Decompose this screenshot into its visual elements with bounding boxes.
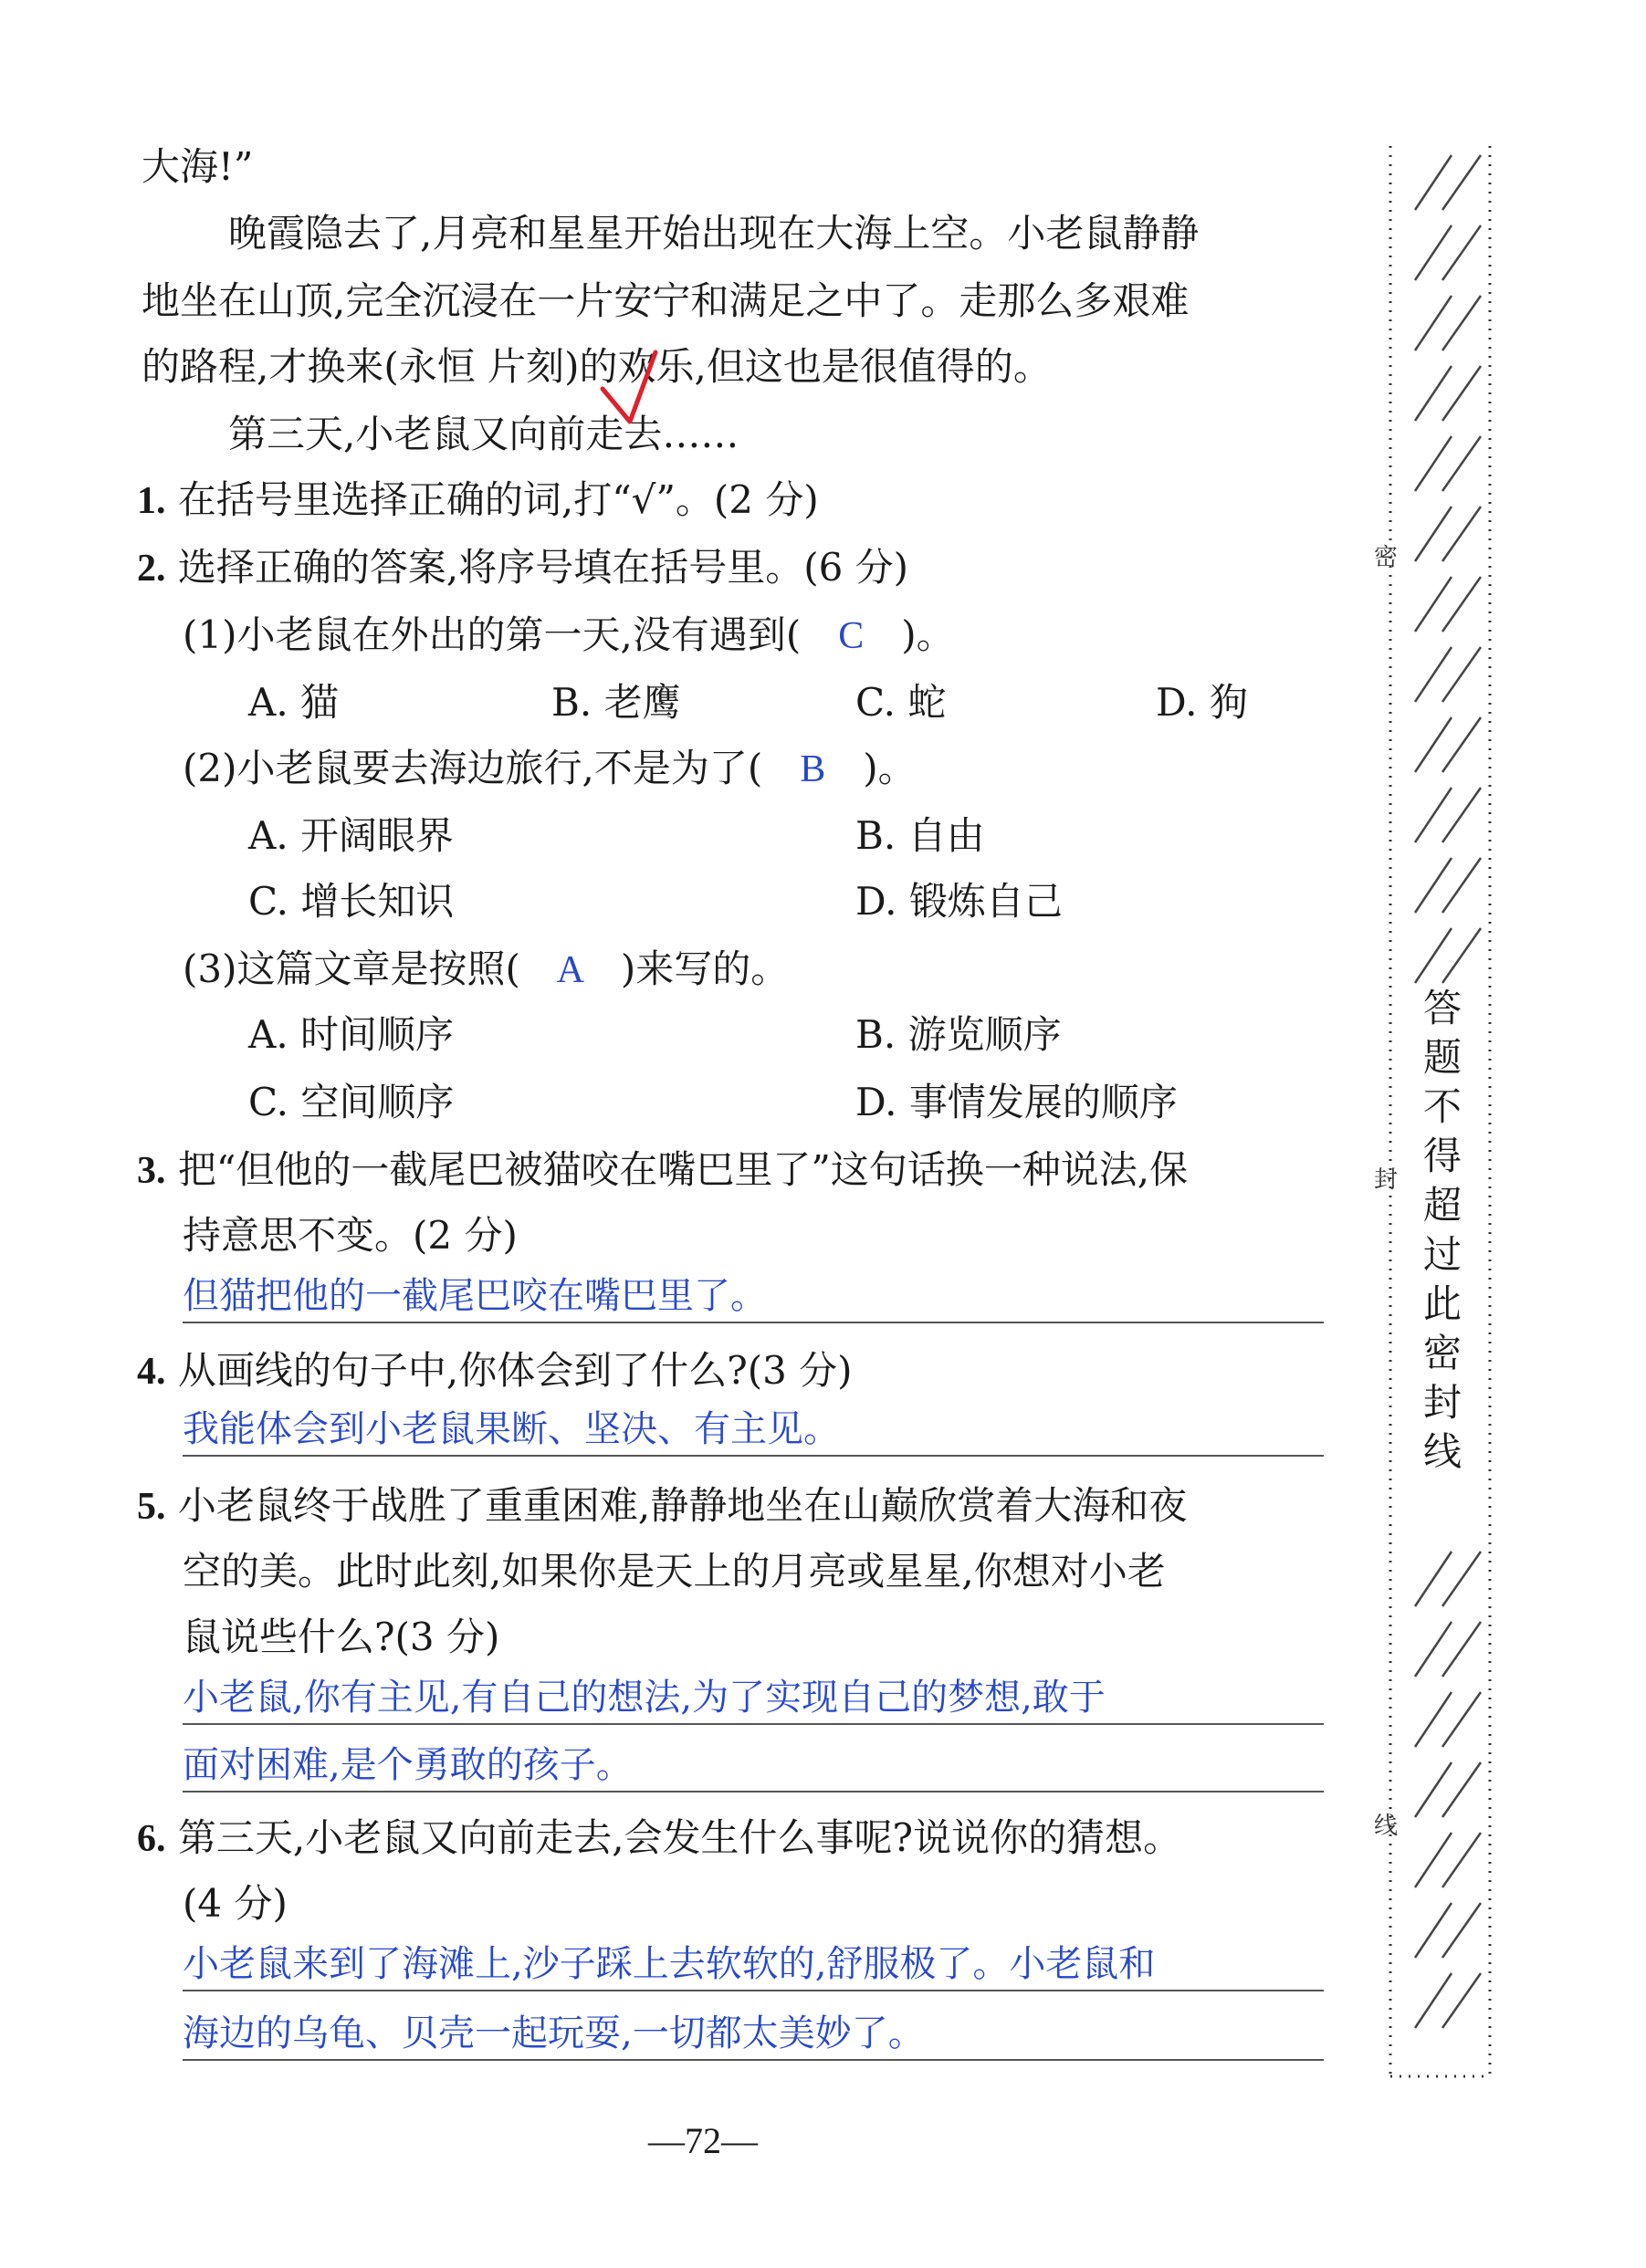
seal-mark: 密 [1374, 544, 1399, 571]
slash-mark [1415, 858, 1452, 913]
option: A. 开阔眼界 [248, 813, 455, 858]
slash-mark [1415, 1973, 1452, 2028]
question-number: 1. [137, 480, 166, 522]
sub-question-text: (1)小老鼠在外出的第一天,没有遇到( [183, 612, 802, 657]
slash-mark [1442, 788, 1481, 842]
option: D. 锻炼自己 [855, 879, 1063, 924]
slash-mark [1415, 788, 1452, 842]
passage-line: 地坐在山顶,完全沉浸在一片安宁和满足之中了。走那么多艰难 [142, 278, 1190, 323]
question-text: 从画线的句子中,你体会到了什么?(3 分) [177, 1348, 853, 1393]
slash-mark [1442, 858, 1481, 913]
answer-line: 海边的乌龟、贝壳一起玩耍,一切都太美妙了。 [183, 2008, 1324, 2061]
sub-question-text: )来写的。 [620, 946, 790, 991]
option: A. 时间顺序 [248, 1012, 455, 1057]
slash-mark [1415, 1692, 1452, 1747]
slash-mark [1442, 155, 1481, 210]
option: B. 老鹰 [551, 680, 681, 725]
answer-line: 但猫把他的一截尾巴咬在嘴巴里了。 [183, 1270, 1324, 1323]
answer-line: 小老鼠,你有主见,有自己的想法,为了实现自己的梦想,敢于 [183, 1672, 1324, 1725]
slash-mark [1442, 1762, 1481, 1817]
question-text: 选择正确的答案,将序号填在括号里。(6 分) [177, 545, 909, 590]
question-number: 6. [137, 1818, 166, 1860]
slash-mark [1415, 507, 1452, 561]
slash-mark [1442, 1903, 1481, 1958]
question-number: 4. [137, 1351, 166, 1393]
slash-mark [1415, 1622, 1452, 1677]
slash-mark [1442, 296, 1481, 350]
question-text: 第三天,小老鼠又向前走去,会发生什么事呢?说说你的猜想。 [177, 1815, 1182, 1860]
question-text: 鼠说些什么?(3 分) [183, 1615, 500, 1659]
slash-mark [1442, 1552, 1481, 1606]
seal-mark: 封 [1374, 1166, 1399, 1194]
page-number: —72— [648, 2120, 758, 2161]
slash-mark [1415, 436, 1452, 491]
check-mark-icon [603, 352, 655, 422]
slash-mark [1442, 1692, 1481, 1747]
slash-mark [1442, 647, 1481, 702]
answer-choice: C [838, 615, 865, 657]
slash-mark [1442, 1622, 1481, 1677]
question-text: 在括号里选择正确的词,打“√”。(2 分) [177, 477, 819, 522]
slash-mark [1442, 717, 1481, 772]
question-text: 把“但他的一截尾巴被猫咬在嘴巴里了”这句话换一种说法,保 [177, 1147, 1189, 1192]
passage-line: 第三天,小老鼠又向前走去…… [228, 412, 739, 456]
option: B. 自由 [855, 813, 985, 858]
slash-mark [1415, 225, 1452, 280]
sub-question-text: (2)小老鼠要去海边旅行,不是为了( [183, 746, 763, 790]
option: D. 狗 [1156, 680, 1248, 725]
slash-mark [1415, 155, 1452, 210]
slash-mark [1415, 928, 1452, 983]
slash-mark [1442, 928, 1481, 983]
answer-choice: B [800, 748, 826, 790]
slash-mark [1442, 436, 1481, 491]
question-text: 持意思不变。(2 分) [183, 1213, 518, 1258]
slash-mark [1442, 1833, 1481, 1887]
slash-mark [1415, 296, 1452, 350]
slash-mark [1442, 577, 1481, 632]
seal-mark: 线 [1374, 1813, 1399, 1840]
answer-choice: A [556, 949, 585, 991]
sub-question-text: )。 [863, 746, 917, 790]
passage-text: 的路程,才换来(永恒 片刻 [142, 344, 565, 389]
question-number: 2. [137, 548, 166, 590]
slash-mark [1415, 1552, 1452, 1606]
slash-mark [1415, 1833, 1452, 1887]
answer-line: 小老鼠来到了海滩上,沙子踩上去软软的,舒服极了。小老鼠和 [183, 1939, 1324, 1991]
passage-line: 晚霞隐去了,月亮和星星开始出现在大海上空。小老鼠静静 [228, 211, 1200, 256]
slash-mark [1442, 366, 1481, 421]
question-number: 3. [137, 1150, 166, 1192]
option: C. 蛇 [855, 680, 947, 725]
slash-mark [1415, 717, 1452, 772]
answer-line: 面对困难,是个勇敢的孩子。 [183, 1740, 1324, 1792]
slash-mark [1415, 577, 1452, 632]
slash-mark [1442, 507, 1481, 561]
question-text: (4 分) [183, 1881, 288, 1926]
passage-text: )的欢乐,但这也是很值得的。 [564, 344, 1052, 389]
slash-mark [1442, 225, 1481, 280]
slash-mark [1415, 1903, 1452, 1958]
sub-question-text: (3)这篇文章是按照( [183, 946, 520, 991]
seal-line-notice: 答题不得超过此密封线 [1422, 986, 1462, 1474]
answer-line: 我能体会到小老鼠果断、坚决、有主见。 [183, 1404, 1324, 1457]
question-text: 空的美。此时此刻,如果你是天上的月亮或星星,你想对小老 [183, 1549, 1166, 1594]
option: C. 空间顺序 [248, 1080, 455, 1124]
slash-mark [1442, 1973, 1481, 2028]
sub-question-text: )。 [901, 612, 955, 657]
option: C. 增长知识 [248, 879, 455, 924]
option: B. 游览顺序 [855, 1012, 1062, 1057]
option: D. 事情发展的顺序 [855, 1080, 1178, 1124]
option: A. 猫 [248, 680, 340, 725]
seal-slashes [1415, 155, 1481, 2028]
question-text: 小老鼠终于战胜了重重困难,静静地坐在山巅欣赏着大海和夜 [177, 1483, 1188, 1528]
question-number: 5. [137, 1486, 166, 1528]
slash-mark [1415, 1762, 1452, 1817]
passage-line: 大海!” [142, 144, 254, 189]
slash-mark [1415, 647, 1452, 702]
slash-mark [1415, 366, 1452, 421]
